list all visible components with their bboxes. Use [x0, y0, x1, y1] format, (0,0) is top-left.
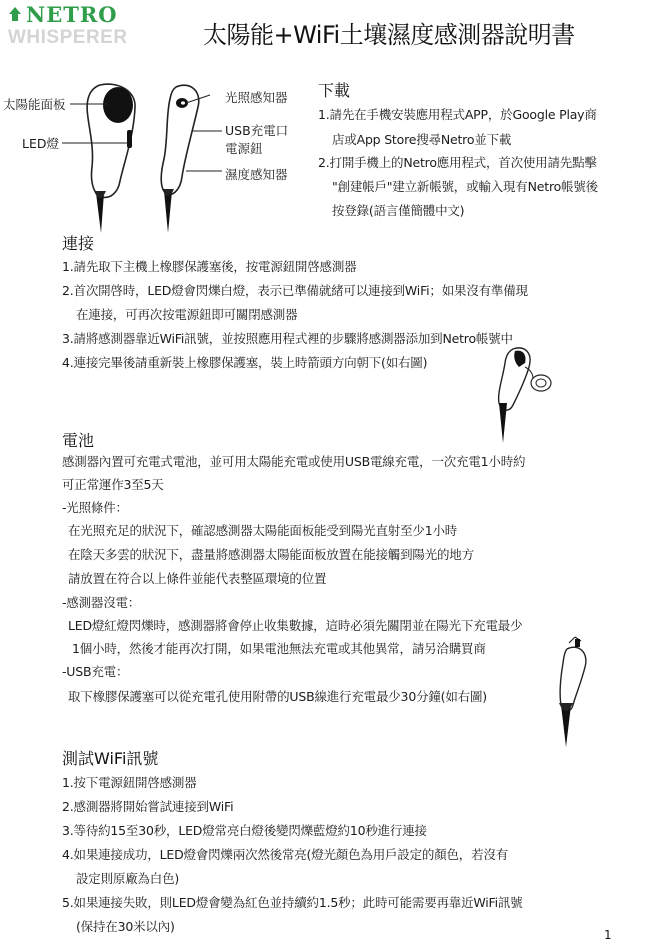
label-led: LED燈 — [22, 136, 59, 151]
connect-line: 1.請先取下主機上橡膠保護塞後，按電源鈕開啓感測器 — [62, 259, 357, 274]
wifi-test-line: 設定則原廠為白色) — [76, 871, 180, 886]
wifi-test-heading: 測試WiFi訊號 — [62, 749, 159, 768]
rubber-plug-illustration — [485, 345, 565, 445]
connect-line: 2.首次開啓時，LED燈會閃爍白燈，表示已準備就緒可以連接到WiFi；如果沒有準備現 — [62, 283, 528, 298]
wifi-test-line: 4.如果連接成功，LED燈會閃爍兩次然後常亮(燈光顏色為用戶設定的顏色，若沒有 — [62, 847, 508, 862]
logo-brand: NETRO — [26, 2, 118, 27]
battery-line: 感測器內置可充電式電池，並可用太陽能充電或使用USB電線充電，一次充電1小時約 — [62, 454, 526, 469]
label-moisture-sensor: 濕度感知器 — [225, 167, 288, 182]
wifi-test-line: 1.按下電源鈕開啓感測器 — [62, 775, 197, 790]
label-solar-panel: 太陽能面板 — [3, 97, 66, 112]
download-line: 2.打開手機上的Netro應用程式，首次使用請先點擊 — [318, 155, 597, 170]
battery-line: 取下橡膠保護塞可以從充電孔使用附帶的USB線進行充電最少30分鐘(如右圖) — [68, 689, 487, 704]
device-front-illustration — [87, 84, 135, 233]
battery-line: 在光照充足的狀況下，確認感測器太陽能面板能受到陽光直射至少1小時 — [68, 523, 458, 538]
connect-line: 3.請將感測器靠近WiFi訊號，並按照應用程式裡的步驟將感測器添加到Netro帳號中 — [62, 331, 513, 346]
wifi-test-line: 5.如果連接失敗，則LED燈會變為紅色並持續約1.5秒；此時可能需要再靠近WiFi訊號 — [62, 895, 523, 910]
usb-charging-illustration — [545, 635, 605, 750]
connect-line: 在連接，可再次按電源鈕即可關閉感測器 — [76, 307, 298, 322]
battery-line: -感測器沒電： — [62, 595, 141, 610]
logo-subtitle: WHISPERER — [8, 27, 128, 48]
download-line: "創建帳戶"建立新帳號，或輸入現有Netro帳號後 — [332, 179, 598, 194]
wifi-test-line: 2.感測器將開始嘗試連接到WiFi — [62, 799, 234, 814]
connect-line: 4.連接完畢後請重新裝上橡膠保護塞，裝上時箭頭方向朝下(如右圖) — [62, 355, 428, 370]
battery-line: 請放置在符合以上條件並能代表整區環境的位置 — [68, 571, 327, 586]
battery-line: LED燈紅燈閃爍時，感測器將會停止收集數據，這時必須先關閉並在陽光下充電最少 — [68, 618, 523, 633]
wifi-test-line: (保持在30米以內) — [76, 919, 175, 934]
wifi-test-line: 3.等待約15至30秒，LED燈常亮白燈後變閃爍藍燈約10秒進行連接 — [62, 823, 427, 838]
device-side-illustration — [161, 85, 199, 233]
page-number: 1 — [604, 928, 612, 942]
download-heading: 下載 — [318, 81, 351, 100]
download-line: 店或App Store搜尋Netro並下載 — [332, 132, 512, 147]
battery-line: 在陰天多雲的狀況下，盡量將感測器太陽能面板放置在能接觸到陽光的地方 — [68, 547, 474, 562]
label-power-button: 電源鈕 — [225, 141, 263, 156]
document-title: 太陽能+WiFi土壤濕度感測器說明書 — [203, 21, 575, 49]
download-line: 按登錄(語言僅簡體中文) — [332, 203, 465, 218]
battery-line: 1個小時，然後才能再次打開，如果電池無法充電或其他異常，請另洽購買商 — [72, 641, 486, 656]
download-line: 1.請先在手機安裝應用程式APP，於Google Play商 — [318, 107, 597, 122]
label-usb-port: USB充電口 — [225, 123, 289, 138]
battery-line: -光照條件： — [62, 500, 128, 515]
leaf-icon — [8, 6, 22, 22]
battery-line: -USB充電： — [62, 664, 129, 679]
battery-line: 可正常運作3至5天 — [62, 477, 164, 492]
label-light-sensor: 光照感知器 — [225, 90, 288, 105]
battery-heading: 電池 — [62, 431, 95, 450]
connect-heading: 連接 — [62, 234, 95, 253]
